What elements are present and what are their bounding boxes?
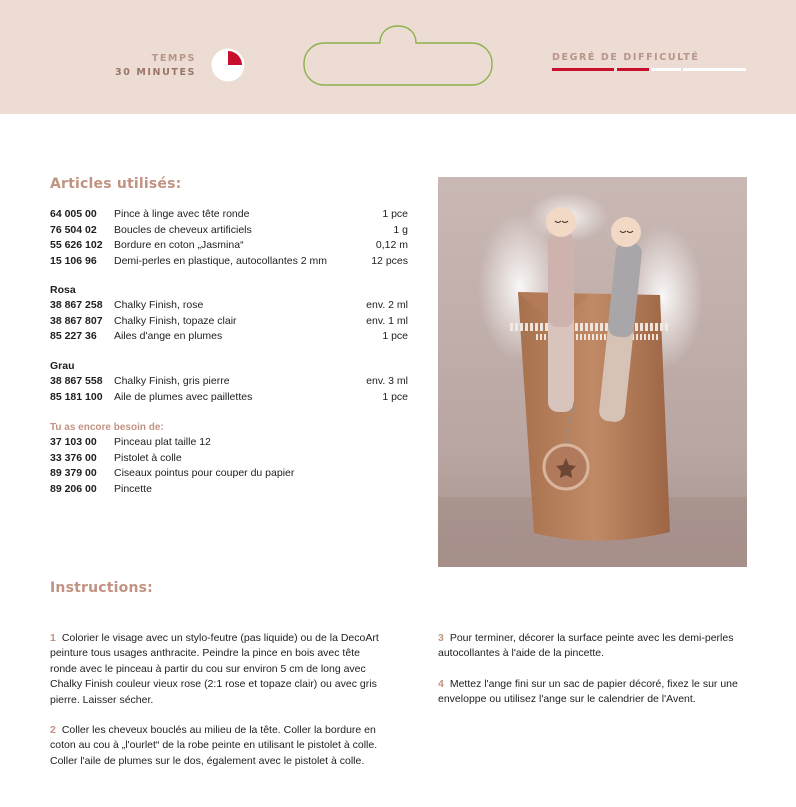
material-code: 38 867 807	[50, 314, 103, 327]
step-text: Coller les cheveux bouclés au milieu de la tête. Coller la bordure en coton au cou à „l'ourlet“ de la robe peinte en utilisant le pistolet à colle. Coller l'aile de plumes sur le dos, également avec le pistolet à colle.	[50, 724, 378, 767]
material-row	[50, 254, 408, 270]
material-qty: 12 pces	[371, 254, 408, 267]
header-band	[0, 0, 796, 114]
material-row	[50, 238, 408, 254]
extra-row	[50, 435, 408, 451]
material-row	[50, 374, 408, 390]
material-qty: 1 g	[393, 223, 408, 236]
instruction-step	[438, 631, 748, 662]
material-qty: 1 pce	[382, 330, 408, 342]
material-qty: 1 pce	[382, 208, 408, 220]
step-number: 3	[438, 632, 444, 644]
extra-desc: Ciseaux pointus pour couper du papier	[114, 467, 295, 479]
material-qty: 0,12 m	[375, 239, 408, 251]
material-row	[50, 390, 408, 406]
difficulty-bar-2	[617, 68, 649, 71]
difficulty-bar-3	[651, 68, 681, 71]
material-code: 85 181 100	[50, 390, 103, 403]
step-text: Pour terminer, décorer la surface peinte avec les demi-perles autocollantes à l'aide de la pincette.	[438, 632, 734, 660]
material-row	[50, 223, 408, 239]
difficulty-bar-4	[683, 68, 746, 71]
material-desc: Chalky Finish, gris pierre	[114, 375, 230, 387]
material-desc: Demi-perles en plastique, autocollantes 2 mm	[114, 254, 328, 267]
extra-code: 89 206 00	[50, 482, 97, 495]
step-number: 1	[50, 632, 56, 644]
material-row	[50, 207, 408, 223]
material-row	[50, 314, 408, 330]
difficulty-bar-1	[552, 68, 614, 71]
material-code: 64 005 00	[50, 208, 97, 220]
materials-title: Articles utilisés:	[50, 176, 182, 192]
material-code: 55 626 102	[50, 239, 103, 251]
material-qty: env. 3 ml	[366, 375, 408, 387]
time-label: TEMPS	[151, 53, 196, 64]
materials-group-rosa	[50, 283, 408, 345]
time-value: 30 MINUTES	[115, 67, 196, 78]
material-qty: 1 pce	[382, 390, 408, 403]
step-text: Mettez l'ange fini sur un sac de papier décoré, fixez le sur une enveloppe ou utilisez l'ange sur le calendrier de l'Avent.	[438, 678, 738, 706]
material-desc: Ailes d'ange en plumes	[114, 330, 223, 342]
material-code: 38 867 258	[50, 299, 103, 311]
extra-row	[50, 466, 408, 482]
product-photo	[438, 177, 747, 567]
materials-list-main	[50, 207, 408, 269]
extra-code: 89 379 00	[50, 467, 97, 479]
material-row	[50, 329, 408, 345]
instructions-title: Instructions:	[50, 580, 153, 596]
material-desc: Boucles de cheveux artificiels	[114, 223, 252, 236]
materials-group-grau	[50, 359, 408, 405]
step-number: 4	[438, 678, 444, 690]
time-info	[115, 52, 196, 80]
extra-row	[50, 451, 408, 467]
material-qty: env. 1 ml	[366, 314, 408, 327]
material-code: 76 504 02	[50, 223, 97, 236]
material-desc: Aile de plumes avec paillettes	[114, 390, 253, 403]
group-label: Grau	[50, 360, 75, 372]
extra-desc: Pistolet à colle	[114, 451, 182, 464]
material-code: 38 867 558	[50, 375, 103, 387]
instruction-step	[50, 631, 380, 708]
material-code: 15 106 96	[50, 254, 97, 267]
group-label: Rosa	[50, 284, 76, 296]
extra-label: Tu as encore besoin de:	[50, 422, 164, 433]
material-code: 85 227 36	[50, 330, 97, 342]
extra-materials	[50, 420, 408, 497]
clock-icon	[211, 48, 245, 82]
extra-code: 37 103 00	[50, 436, 97, 448]
material-desc: Pince à linge avec tête ronde	[114, 208, 250, 220]
extra-row	[50, 482, 408, 498]
step-number: 2	[50, 724, 56, 736]
extra-desc: Pinceau plat taille 12	[114, 436, 211, 448]
material-desc: Bordure en coton „Jasmina“	[114, 239, 244, 251]
extra-desc: Pincette	[114, 482, 152, 495]
material-row	[50, 298, 408, 314]
difficulty-label: DEGRÉ DE DIFFICULTÉ	[552, 52, 700, 63]
extra-code: 33 376 00	[50, 451, 97, 464]
step-text: Colorier le visage avec un stylo-feutre (pas liquide) ou de la DecoArt peinture tous usages anthracite. Peindre la pince en bois avec tête ronde avec le pinceau à partir du cou sur environ 5 cm de long avec Chalky Finish couleur vieux rose (2:1 rose et topaze clair) ou avec gris pierre. Laisser sécher.	[50, 632, 379, 706]
material-desc: Chalky Finish, rose	[114, 299, 204, 311]
title-frame	[302, 24, 494, 88]
instruction-step	[438, 677, 748, 708]
instruction-step	[50, 723, 380, 769]
material-qty: env. 2 ml	[366, 299, 408, 311]
material-desc: Chalky Finish, topaze clair	[114, 314, 237, 327]
